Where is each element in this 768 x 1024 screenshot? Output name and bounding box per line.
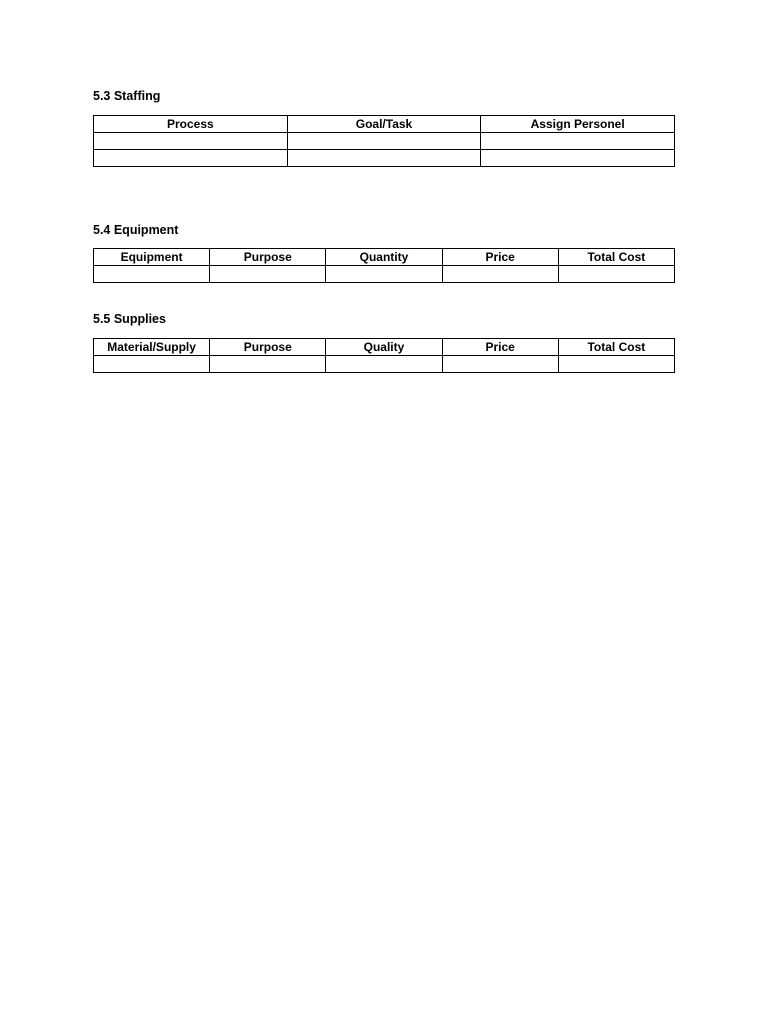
table-cell[interactable]	[481, 150, 675, 167]
table-cell[interactable]	[558, 356, 674, 373]
table-cell[interactable]	[210, 356, 326, 373]
column-header-equipment: Equipment	[94, 249, 210, 266]
column-header-purpose: Purpose	[210, 249, 326, 266]
table-cell[interactable]	[558, 266, 674, 283]
table-row	[94, 266, 675, 283]
column-header-price: Price	[442, 339, 558, 356]
table-header-row	[94, 249, 675, 266]
column-header-material-supply: Material/Supply	[94, 339, 210, 356]
table-cell[interactable]	[287, 150, 481, 167]
staffing-table	[93, 115, 675, 167]
table-cell[interactable]	[326, 356, 442, 373]
table-header-row	[94, 116, 675, 133]
column-header-total-cost: Total Cost	[558, 339, 674, 356]
table-cell[interactable]	[287, 133, 481, 150]
table-row	[94, 356, 675, 373]
column-header-quantity: Quantity	[326, 249, 442, 266]
column-header-assign-personel: Assign Personel	[481, 116, 675, 133]
equipment-table	[93, 248, 675, 283]
table-cell[interactable]	[481, 133, 675, 150]
table-row	[94, 133, 675, 150]
section-heading-staffing: 5.3 Staffing	[93, 89, 161, 103]
supplies-table	[93, 338, 675, 373]
section-heading-supplies: 5.5 Supplies	[93, 312, 166, 326]
table-cell[interactable]	[210, 266, 326, 283]
table-cell[interactable]	[442, 266, 558, 283]
column-header-goal-task: Goal/Task	[287, 116, 481, 133]
table-cell[interactable]	[442, 356, 558, 373]
column-header-total-cost: Total Cost	[558, 249, 674, 266]
table-cell[interactable]	[94, 133, 288, 150]
column-header-price: Price	[442, 249, 558, 266]
table-cell[interactable]	[94, 266, 210, 283]
table-cell[interactable]	[94, 356, 210, 373]
column-header-process: Process	[94, 116, 288, 133]
table-header-row	[94, 339, 675, 356]
table-cell[interactable]	[326, 266, 442, 283]
section-heading-equipment: 5.4 Equipment	[93, 223, 179, 237]
column-header-purpose: Purpose	[210, 339, 326, 356]
table-row	[94, 150, 675, 167]
column-header-quality: Quality	[326, 339, 442, 356]
table-cell[interactable]	[94, 150, 288, 167]
